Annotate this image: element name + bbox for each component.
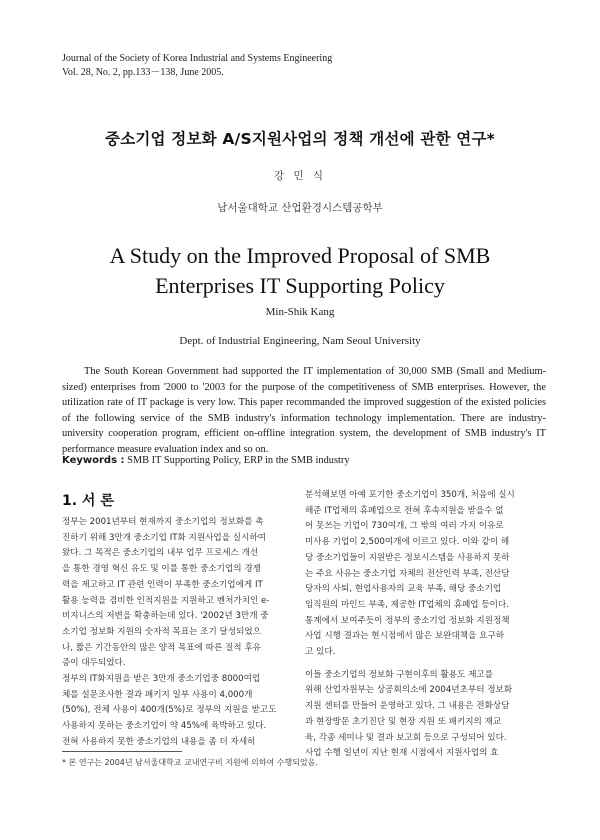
body-line: 육, 각종 세미나 및 결과 보고회 등으로 구성되어 있다. — [305, 732, 507, 743]
body-line: 분석해보면 아예 포기한 중소기업이 350개, 처음에 실시 — [305, 490, 515, 500]
body-line: 고 있다. — [305, 647, 336, 658]
body-line: 활용 능력을 겸비한 인적지원을 지원하고 벤처가치인 e- — [62, 595, 270, 606]
body-line: 사업 시행 결과는 현시점에서 많은 보완대책을 요구하 — [305, 631, 505, 642]
body-line: 위해 산업자원부는 상공회의소에 2004년초부터 정보화 — [305, 685, 513, 696]
korean-title: 중소기업 정보화 A/S지원사업의 정책 개선에 관한 연구* — [105, 130, 495, 148]
body-line: 전혀 사용하지 못한 중소기업의 내용을 좀 더 자세히 — [62, 736, 256, 747]
body-line: 어 못쓰는 기업이 730여개, 그 밖의 여러 가지 이유로 — [305, 521, 504, 532]
body-line: 력을 제고하고 IT 관련 인력이 부족한 중소기업에게 IT — [62, 579, 263, 590]
right-column — [305, 488, 537, 762]
journal-issue: Vol. 28, No. 2, pp.133－138, June 2005. — [62, 67, 224, 78]
body-line: 나, 짧은 기간동안의 많은 양적 목표에 따른 질적 후유 — [62, 642, 261, 653]
footnote-rule — [62, 751, 182, 752]
body-line: 사업 수행 일년이 지난 현재 시점에서 지원사업의 효 — [305, 748, 499, 759]
abstract: The South Korean Government had supported the IT implementation of 30,000 SMB (Small and Medium-sized) enterprises from '2000 to '2003 for the purpose of the competitiveness of SMB enterprises. However, the utilization rate of IT package is very low. This paper recommanded the improved suggestion of the existed policies of the following service of the SMB industry's information technology implementation. There are industry-university cooperation program, efficient on-offline integration system, the development of SMB industry's IT performance measure evaluation index and so on. — [62, 366, 546, 455]
keywords-label: Keywords : — [62, 455, 125, 466]
body-line: 정부는 2001년부터 현재까지 중소기업의 정보화를 촉 — [62, 517, 264, 527]
journal-header — [62, 52, 332, 80]
body-line: 당자의 사퇴, 현업사용자의 교육 부족, 해당 중소기업 — [305, 584, 502, 595]
section-heading: 1. 서 론 — [62, 493, 114, 509]
body-line: 체를 설문조사한 결과 패키지 일부 사용이 4,000개 — [62, 689, 253, 700]
body-line: 당 중소기업들이 지원받은 정보시스템을 사용하지 못하 — [305, 552, 510, 563]
body-line: 과 현장방문 초기진단 및 현장 지원 또 패키지의 재교 — [305, 716, 502, 727]
body-line: 사용하지 못하는 중소기업이 약 45%에 육박하고 있다. — [62, 721, 267, 732]
body-line: (50%), 전체 사용이 400개(5%)로 정부의 지원을 받고도 — [62, 705, 277, 716]
footnote: * 본 연구는 2004년 남서울대학교 교내연구비 지원에 의하여 수행되었음. — [62, 758, 318, 767]
keywords-text: SMB IT Supporting Policy, ERP in the SMB industry — [127, 455, 350, 466]
body-line: 소기업 정보화 지원의 숫자적 목표는 조기 달성되었으 — [62, 626, 262, 637]
body-line: 지원 센터를 만들어 운영하고 있다. 그 내용은 전화상담 — [305, 701, 510, 712]
korean-affiliation: 남서울대학교 산업환경시스템공학부 — [217, 202, 383, 214]
body-line: 정부의 IT화지원을 받은 3만개 중소기업중 8000여업 — [62, 674, 261, 685]
english-author: Min-Shik Kang — [265, 306, 335, 318]
english-affiliation: Dept. of Industrial Engineering, Nam Seoul University — [179, 335, 421, 347]
english-title-line-1: A Study on the Improved Proposal of SMB — [109, 243, 491, 268]
korean-author: 강 민 식 — [273, 170, 327, 182]
body-line: 증이 대두되었다. — [62, 658, 126, 669]
body-line: 진하기 위해 3만개 중소기업 IT화 지원사업을 실시하여 — [62, 532, 266, 543]
english-title — [0, 241, 600, 301]
body-line: 비지니스의 저변을 확충하는데 있다. '2002년 3만개 중 — [62, 611, 269, 622]
body-line: 왔다. 그 목적은 중소기업의 내부 업무 프로세스 개선 — [62, 548, 259, 559]
body-line: 을 통한 경영 혁신 유도 및 이를 통한 중소기업의 경쟁 — [62, 564, 261, 575]
left-column — [62, 515, 294, 751]
keywords — [62, 455, 350, 466]
body-line: 통계에서 보여주듯이 정부의 중소기업 정보화 지원정책 — [305, 615, 510, 626]
body-line: 해준 IT업체의 휴폐업으로 전혀 후속지원을 받을수 없 — [305, 505, 504, 516]
english-title-line-2: Enterprises IT Supporting Policy — [155, 273, 445, 298]
body-line: 는 주요 사유는 중소기업 자체의 전산인력 부족, 전산담 — [305, 568, 510, 579]
body-line: 임직원의 마인드 부족, 제공한 IT업체의 휴폐업 등이다. — [305, 599, 509, 610]
body-line: 미사용 기업이 2,500여개에 이르고 있다. 이와 같이 해 — [305, 537, 510, 548]
journal-name: Journal of the Society of Korea Industrial and Systems Engineering — [62, 53, 333, 64]
body-line: 이들 중소기업의 정보화 구현이후의 활용도 제고를 — [305, 669, 493, 680]
